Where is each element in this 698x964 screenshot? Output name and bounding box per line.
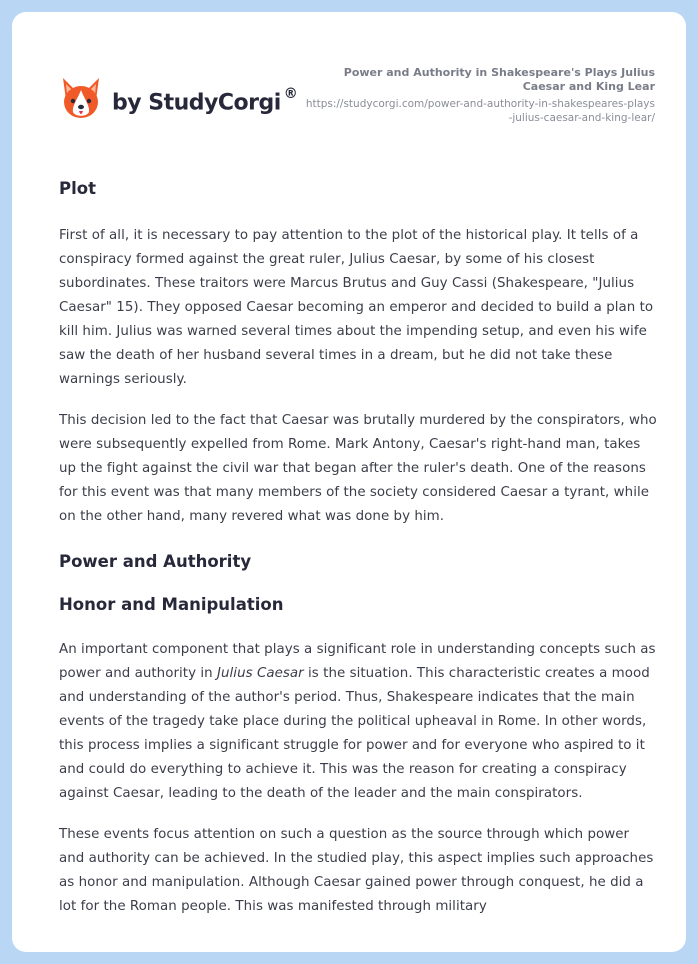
article-body (59, 172, 657, 936)
brand-name: by StudyCorgi ® (112, 85, 298, 116)
paragraph: An important component that plays a significant role in understanding concepts such as power and authority in Julius Caesar is the situation. This characteristic creates a mood and understanding of the author's period. Thus, Shakespeare indicates that the main events of the tragedy take place during the political upheaval in Rome. In other words, this process implies a significant struggle for power and for everyone who aspired to it and could do everything to achieve it. This was the reason for creating a conspiracy against Caesar, leading to the death of the leader and the main conspirators. (59, 642, 656, 801)
studycorgi-logo[interactable] (60, 76, 297, 122)
paragraph: These events focus attention on such a question as the source through which power and authority can be achieved. In the studied play, this aspect implies such approaches as honor and manipulation. Although Caesar gained power through conquest, he did a lot for the Roman people. This was manifested through military (59, 827, 654, 914)
heading-plot: Plot (59, 179, 96, 198)
document-url[interactable]: https://studycorgi.com/power-and-authority-in-shakespeares-plays-julius-caesar-and-king-lear/ (305, 98, 655, 124)
heading-honor-and-manipulation: Honor and Manipulation (59, 595, 284, 614)
document-header (305, 66, 655, 125)
corgi-icon (60, 76, 102, 122)
document-title: Power and Authority in Shakespeare's Plays Julius Caesar and King Lear (343, 66, 655, 93)
document-page (12, 12, 686, 952)
paragraph: First of all, it is necessary to pay attention to the plot of the historical play. It tells of a conspiracy formed against the great ruler, Julius Caesar, by some of his closest subordinates. These traitors were Marcus Brutus and Guy Cassi (Shakespeare, "Julius Caesar" 15). They opposed Caesar becoming an emperor and decided to build a plan to kill him. Julius was warned several times about the impending setup, and even his wife saw the death of her husband several times in a dream, but he did not take these warnings seriously. (59, 228, 654, 387)
play-title-italic: Julius Caesar (217, 666, 304, 681)
registered-mark: ® (283, 85, 298, 102)
paragraph: This decision led to the fact that Caesar was brutally murdered by the conspirators, who were subsequently expelled from Rome. Mark Antony, Caesar's right-hand man, takes up the fight against the civil war that began after the ruler's death. One of the reasons for this event was that many members of the society considered Caesar a tyrant, while on the other hand, many revered what was done by him. (59, 413, 657, 524)
heading-power-and-authority: Power and Authority (59, 552, 252, 571)
